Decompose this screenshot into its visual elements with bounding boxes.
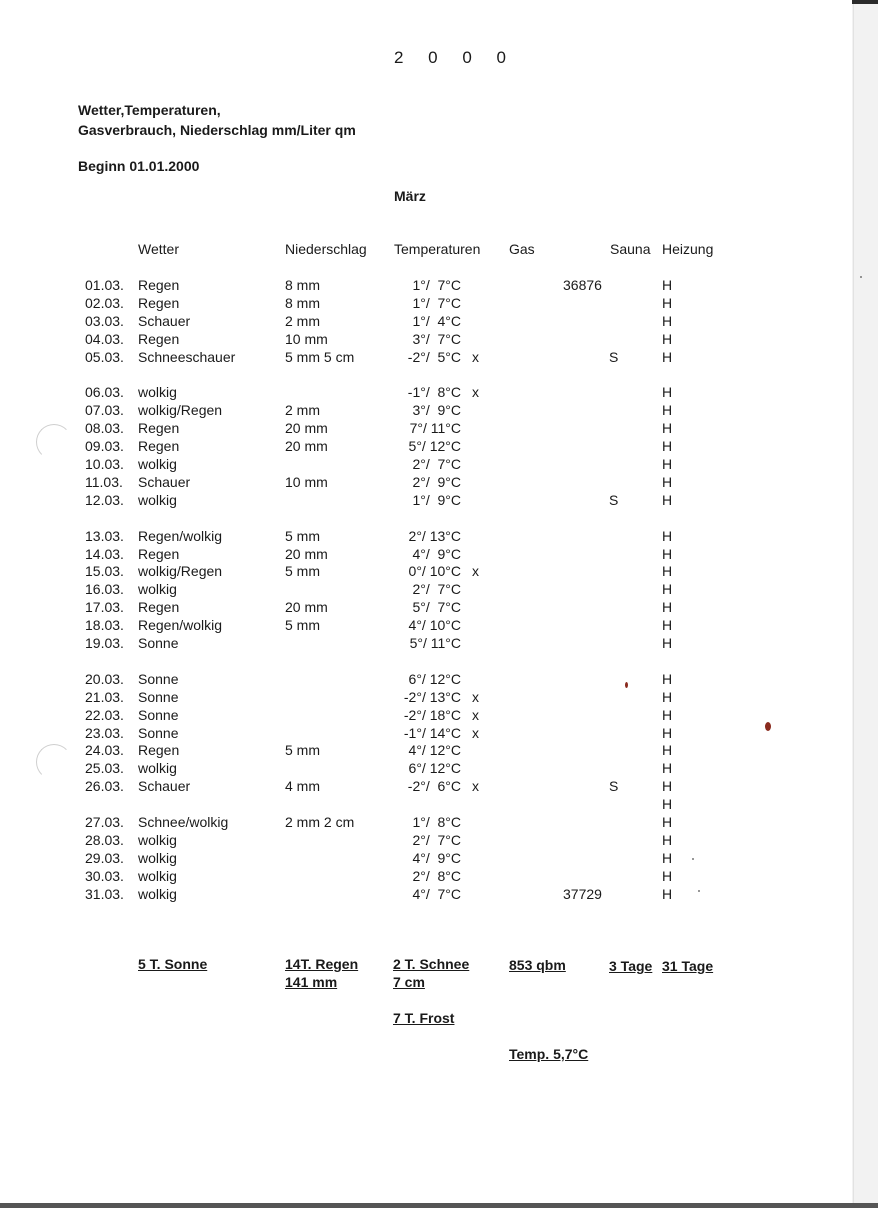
row-date: 12.03. [85,491,124,508]
row-date: 09.03. [85,438,124,455]
row-heating-mark: H [662,814,673,830]
row-weather: wolkig [138,760,177,777]
row-heating-mark: H [662,796,673,813]
table-row [0,456,878,474]
row-gas-reading: 36876 [563,277,602,293]
row-precipitation: 8 mm [285,294,320,311]
row-heating-mark: H [662,885,673,902]
row-temperature: 2°/ 9°C [412,473,461,490]
row-heating-mark: H [662,384,673,401]
table-row [0,563,878,581]
row-weather: wolkig [138,384,177,401]
document-year: 2 0 0 0 [394,48,516,67]
table-row [0,528,878,546]
row-heating-mark: H [662,420,673,437]
table-row [0,402,878,420]
table-row [0,581,878,599]
table-row [0,725,878,743]
row-heating-mark: H [662,670,673,687]
row-temperature: 1°/ 7°C [412,277,461,293]
column-header-precipitation: Niederschlag [285,241,367,257]
table-row [0,814,878,832]
row-weather: wolkig [138,491,177,508]
row-weather: Regen [138,742,180,759]
column-header-weather: Wetter [138,241,179,257]
row-temperature: -2°/ 18°C [403,706,461,723]
row-date: 21.03. [85,688,124,705]
row-date: 26.03. [85,778,124,795]
row-temperature: 3°/ 7°C [412,330,461,347]
row-date: 24.03. [85,742,124,759]
row-heating-mark: H [662,277,673,293]
summary-rain-total: 141 mm [285,974,338,990]
row-weather: Sonne [138,670,179,687]
column-header-gas: Gas [509,241,535,257]
row-date: 18.03. [85,617,124,634]
row-precipitation: 20 mm [285,438,328,455]
summary-rain-days: 14T. Regen [285,956,359,972]
row-date: 19.03. [85,635,124,651]
row-date: 05.03. [85,348,124,365]
row-precipitation: 5 mm [285,742,320,759]
row-date: 11.03. [85,473,123,490]
row-date: 30.03. [85,867,124,884]
row-date: 31.03. [85,885,124,902]
row-weather: Schnee/wolkig [138,814,229,830]
table-row [0,438,878,456]
row-temperature: 4°/ 7°C [412,885,461,902]
row-date: 15.03. [85,563,124,580]
row-heating-mark: H [662,867,673,884]
row-temperature: 4°/ 10°C [408,617,461,634]
row-precipitation: 20 mm [285,599,328,616]
row-weather: wolkig [138,456,177,472]
row-temperature: -2°/ 5°C [407,348,461,365]
row-temperature: 5°/ 12°C [408,438,461,455]
row-heating-mark: H [662,545,673,562]
row-precipitation: 5 mm [285,527,320,544]
table-row [0,832,878,850]
row-gas-reading: 37729 [563,885,602,902]
table-row [0,546,878,564]
table-row [0,778,878,796]
row-precipitation: 10 mm [285,330,328,347]
row-precipitation: 5 mm 5 cm [285,348,355,365]
row-temperature: 1°/ 4°C [412,312,461,329]
row-date: 25.03. [85,760,124,777]
row-weather: Regen [138,294,180,311]
row-precipitation: 5 mm [285,617,320,634]
row-precipitation: 2 mm [285,312,320,329]
summary-heating-days: 31 Tage [662,958,714,974]
row-precipitation: 2 mm [285,402,320,419]
summary-sauna-days: 3 Tage [609,958,653,974]
row-date: 23.03. [85,724,124,741]
row-date: 02.03. [85,294,124,311]
row-precipitation: 10 mm [285,473,328,490]
row-date: 29.03. [85,849,124,866]
row-heating-mark: H [662,402,673,419]
row-heating-mark: H [662,635,673,651]
row-weather: wolkig [138,885,177,902]
row-temperature: -2°/ 6°C [407,778,461,795]
row-heating-mark: H [662,473,673,490]
row-weather: wolkig [138,581,177,598]
row-temperature: 4°/ 9°C [412,849,461,866]
row-temperature: -2°/ 13°C [403,688,461,705]
row-temperature: 1°/ 8°C [412,814,461,830]
table-row [0,599,878,617]
table-row [0,384,878,402]
row-heating-mark: H [662,456,673,472]
row-precipitation: 2 mm 2 cm [285,814,355,830]
row-temperature: 2°/ 8°C [412,867,461,884]
row-heating-mark: H [662,438,673,455]
row-heating-mark: H [662,724,673,741]
column-header-temperatures: Temperaturen [394,241,481,257]
row-temperature: 2°/ 7°C [412,581,461,598]
row-date: 28.03. [85,831,124,848]
month-heading: März [394,188,426,204]
row-frost-mark: x [472,348,479,365]
document-title-line-2: Gasverbrauch, Niederschlag mm/Liter qm [78,122,356,138]
row-weather: wolkig/Regen [138,402,223,419]
row-date: 22.03. [85,706,124,723]
row-heating-mark: H [662,760,673,777]
row-temperature: 7°/ 11°C [409,420,461,437]
row-weather: Regen [138,599,180,616]
row-heating-mark: H [662,831,673,848]
table-row [0,850,878,868]
row-precipitation: 5 mm [285,563,320,580]
table-row [0,349,878,367]
row-heating-mark: H [662,330,673,347]
row-weather: Regen/wolkig [138,617,223,634]
row-weather: wolkig/Regen [138,563,223,580]
table-row [0,671,878,689]
row-heating-mark: H [662,742,673,759]
table-row [0,492,878,510]
row-heating-mark: H [662,688,673,705]
table-row [0,617,878,635]
row-weather: Regen/wolkig [138,527,223,544]
row-precipitation: 20 mm [285,545,328,562]
table-row [0,474,878,492]
row-weather: Sonne [138,688,179,705]
row-weather: Schneeschauer [138,348,236,365]
row-weather: Schauer [138,312,191,329]
summary-sun-days: 5 T. Sonne [138,956,208,972]
table-row [0,707,878,725]
row-date: 01.03. [85,277,124,293]
column-header-heating: Heizung [662,241,714,257]
row-sauna-mark: S [609,348,619,365]
row-temperature: 3°/ 9°C [412,402,461,419]
row-heating-mark: H [662,599,673,616]
row-temperature: -1°/ 14°C [403,724,461,741]
row-temperature: 1°/ 7°C [412,294,461,311]
table-row [0,635,878,653]
table-row [0,796,878,814]
row-frost-mark: x [472,688,479,705]
row-temperature: 4°/ 9°C [412,545,461,562]
summary-snow-days: 2 T. Schnee [393,956,470,972]
row-date: 16.03. [85,581,124,598]
row-frost-mark: x [472,724,479,741]
row-weather: Sonne [138,635,179,651]
table-row [0,420,878,438]
summary-snow-total: 7 cm [393,974,425,990]
row-date: 27.03. [85,814,124,830]
row-heating-mark: H [662,312,673,329]
row-weather: Regen [138,545,180,562]
summary-average-temperature: Temp. 5,7°C [509,1046,589,1062]
scan-bottom-edge [0,1203,878,1208]
table-row [0,868,878,886]
row-weather: Schauer [138,473,191,490]
table-row [0,886,878,904]
row-precipitation: 4 mm [285,778,320,795]
row-date: 07.03. [85,402,124,419]
row-frost-mark: x [472,706,479,723]
row-precipitation: 20 mm [285,420,328,437]
row-frost-mark: x [472,384,479,401]
row-temperature: 2°/ 7°C [412,831,461,848]
row-date: 17.03. [85,599,124,616]
row-temperature: 6°/ 12°C [408,760,461,777]
row-temperature: 2°/ 13°C [408,527,461,544]
row-heating-mark: H [662,778,673,795]
row-frost-mark: x [472,563,479,580]
row-date: 03.03. [85,312,124,329]
row-heating-mark: H [662,581,673,598]
row-date: 08.03. [85,420,124,437]
row-heating-mark: H [662,294,673,311]
row-heating-mark: H [662,849,673,866]
row-weather: Sonne [138,724,179,741]
summary-frost-days: 7 T. Frost [393,1010,455,1026]
table-row [0,277,878,295]
row-temperature: 5°/ 11°C [409,635,461,651]
table-row [0,295,878,313]
table-row [0,742,878,760]
row-temperature: 5°/ 7°C [412,599,461,616]
column-header-sauna: Sauna [610,241,651,257]
row-temperature: 2°/ 7°C [412,456,461,472]
row-precipitation: 8 mm [285,277,320,293]
document-title-line-1: Wetter,Temperaturen, [78,102,221,118]
row-weather: Sonne [138,706,179,723]
row-weather: Regen [138,277,180,293]
row-date: 14.03. [85,545,124,562]
table-row [0,331,878,349]
row-weather: wolkig [138,867,177,884]
table-row [0,313,878,331]
row-weather: Schauer [138,778,191,795]
table-row [0,689,878,707]
summary-gas-total: 853 qbm [509,957,566,973]
begin-date: Beginn 01.01.2000 [78,158,200,174]
row-heating-mark: H [662,348,673,365]
row-heating-mark: H [662,617,673,634]
table-row [0,760,878,778]
row-date: 10.03. [85,456,124,472]
scan-corner-mark [852,0,878,4]
row-heating-mark: H [662,706,673,723]
row-weather: Regen [138,420,180,437]
row-date: 20.03. [85,670,124,687]
row-frost-mark: x [472,778,479,795]
row-temperature: 1°/ 9°C [412,491,461,508]
row-date: 06.03. [85,384,124,401]
row-heating-mark: H [662,563,673,580]
row-temperature: 0°/ 10°C [408,563,461,580]
row-sauna-mark: S [609,491,619,508]
row-temperature: 4°/ 12°C [408,742,461,759]
row-weather: wolkig [138,831,177,848]
row-weather: wolkig [138,849,177,866]
row-temperature: -1°/ 8°C [407,384,461,401]
row-weather: Regen [138,438,180,455]
row-sauna-mark: S [609,778,619,795]
row-heating-mark: H [662,491,673,508]
row-weather: Regen [138,330,180,347]
row-date: 04.03. [85,330,124,347]
row-heating-mark: H [662,527,673,544]
row-date: 13.03. [85,527,124,544]
row-temperature: 6°/ 12°C [408,670,461,687]
